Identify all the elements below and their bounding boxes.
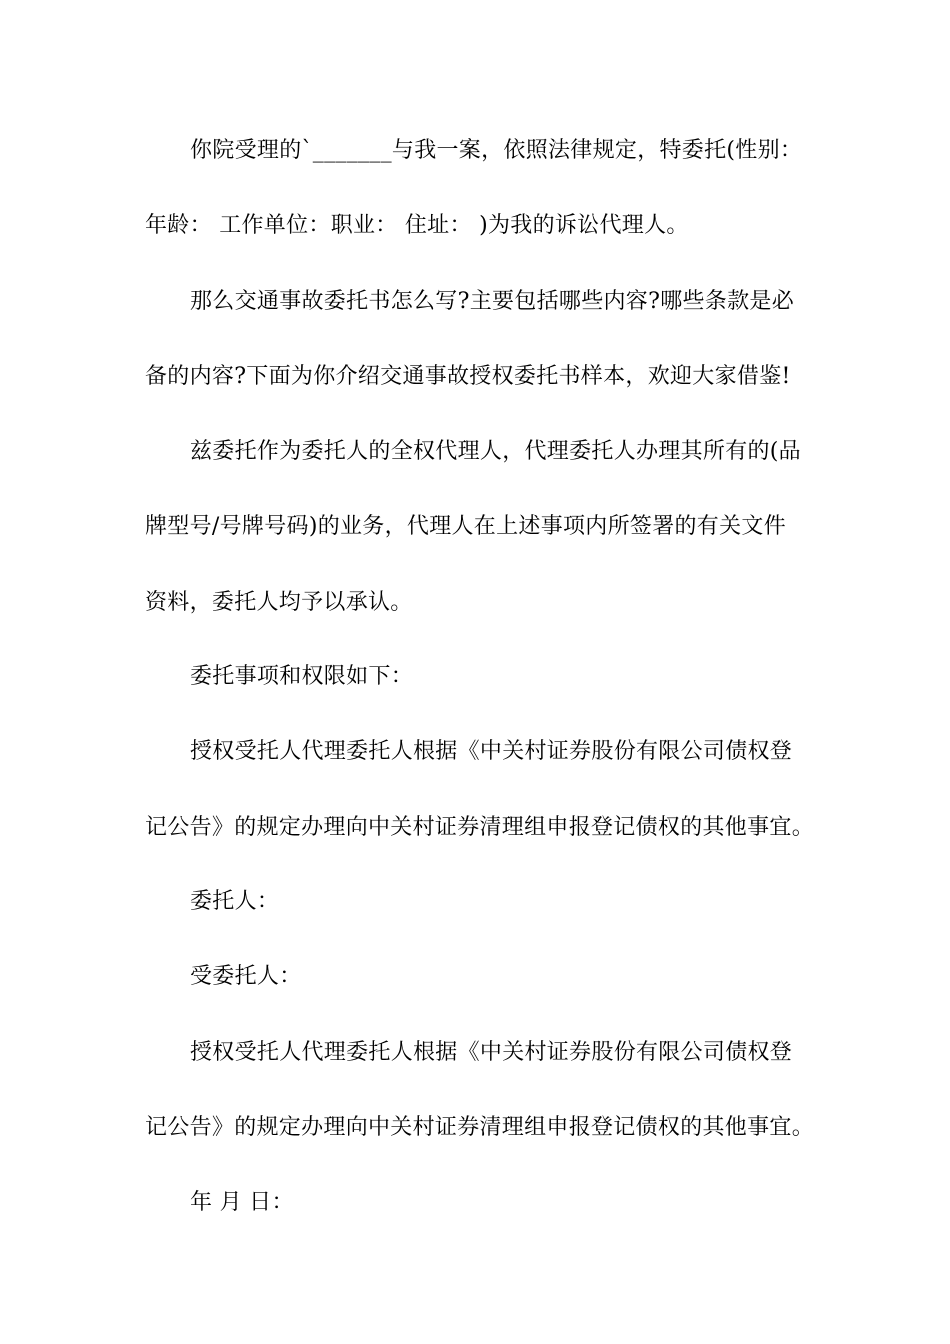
paragraph-line: 记公告》的规定办理向中关村证券清理组申报登记债权的其他事宜。	[145, 1115, 815, 1140]
paragraph-line: 年龄： 工作单位：职业： 住址： )为我的诉讼代理人。	[145, 213, 689, 238]
paragraph-line: 年 月 日：	[190, 1190, 294, 1215]
paragraph-line: 授权受托人代理委托人根据《中关村证券股份有限公司债权登	[190, 1040, 793, 1065]
paragraph-line: 委托人：	[190, 889, 280, 914]
paragraph-line: 备的内容?下面为你介绍交通事故授权委托书样本，欢迎大家借鉴!	[145, 364, 791, 389]
paragraph-line: 牌型号/号牌号码)的业务，代理人在上述事项内所签署的有关文件	[145, 514, 786, 539]
paragraph-line: 委托事项和权限如下：	[190, 664, 414, 689]
paragraph-line: 兹委托作为委托人的全权代理人，代理委托人办理其所有的(品	[190, 439, 801, 464]
paragraph-line: 资料，委托人均予以承认。	[145, 590, 413, 615]
paragraph-line: 那么交通事故委托书怎么写?主要包括哪些内容?哪些条款是必	[190, 289, 794, 314]
paragraph-line: 你院受理的`_______与我一案，依照法律规定，特委托(性别：	[190, 138, 803, 163]
paragraph-line: 授权受托人代理委托人根据《中关村证券股份有限公司债权登	[190, 739, 793, 764]
paragraph-line: 受委托人：	[190, 964, 302, 989]
paragraph-line: 记公告》的规定办理向中关村证券清理组申报登记债权的其他事宜。	[145, 815, 815, 840]
